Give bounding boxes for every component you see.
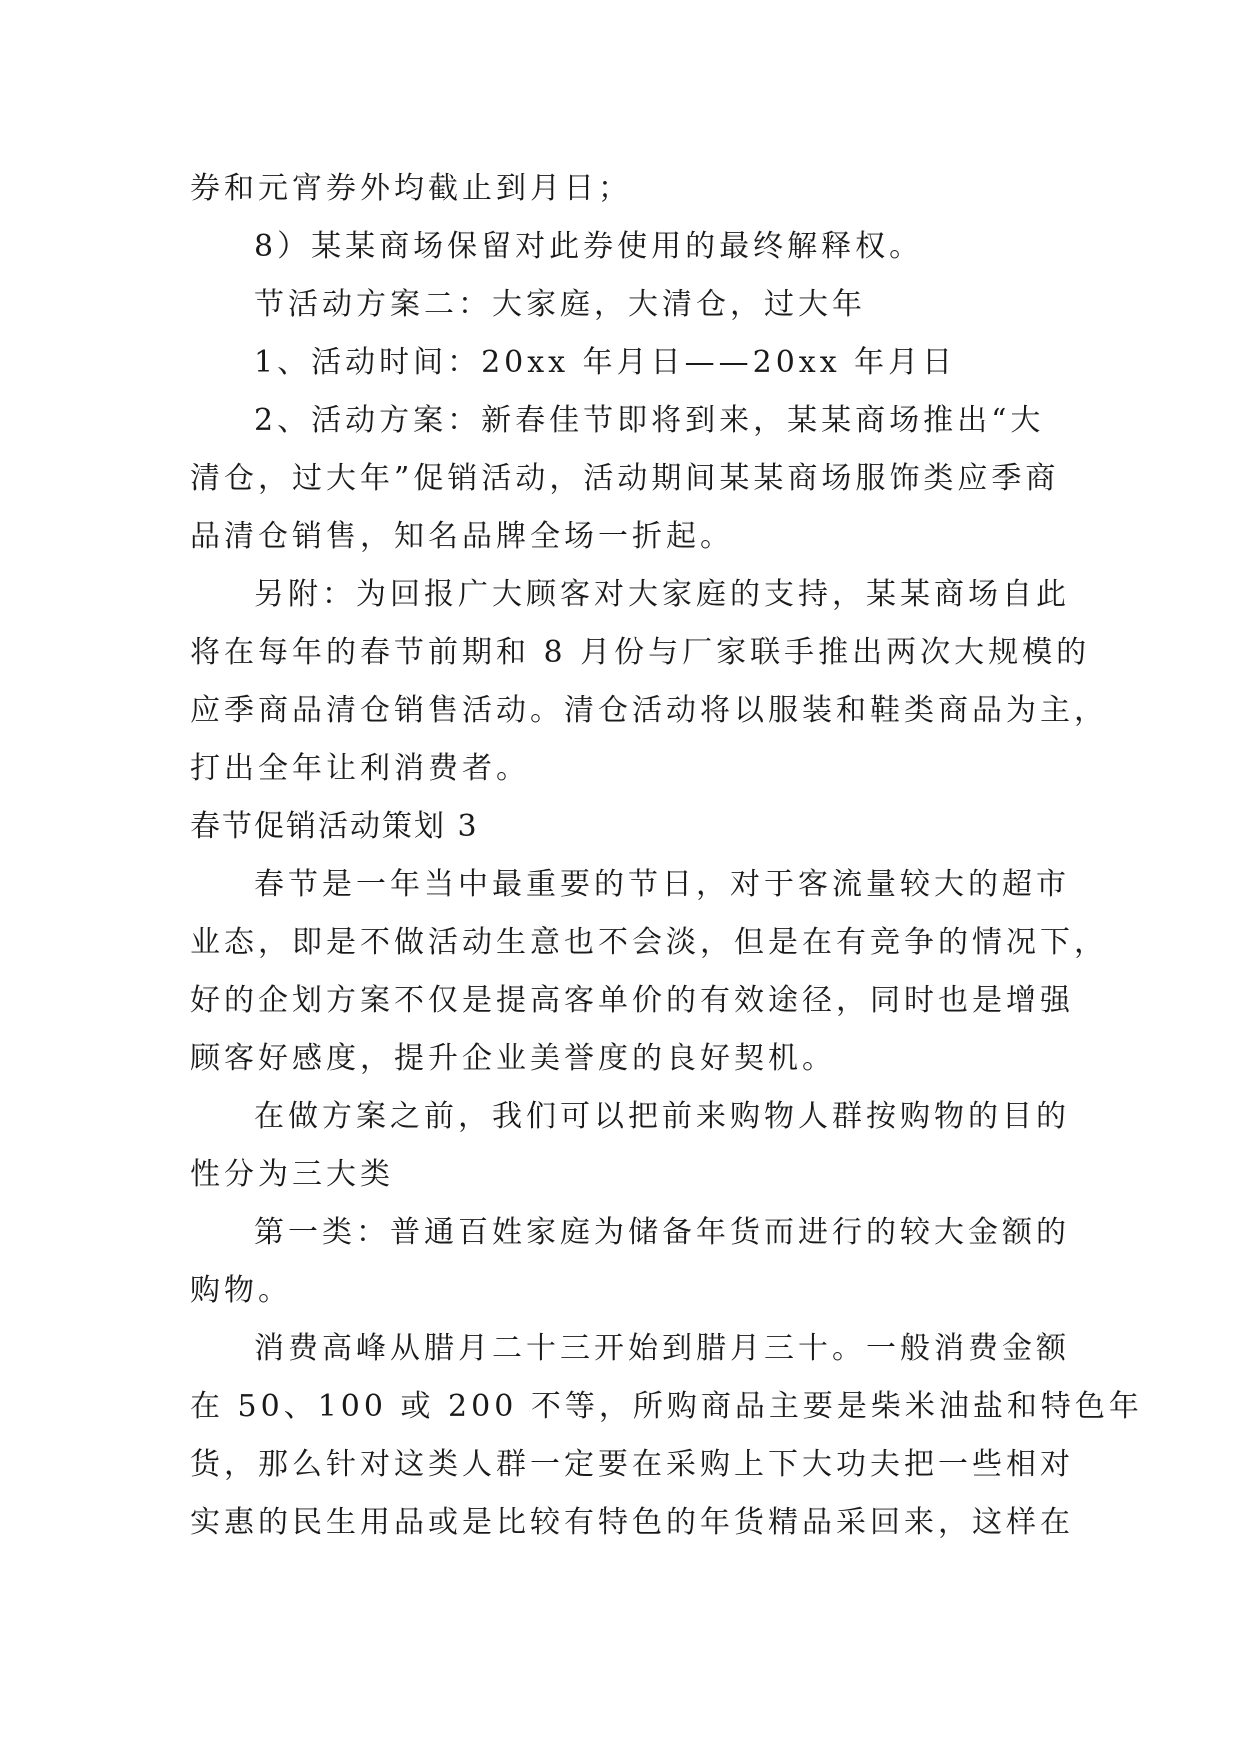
- text-line: 2、活动方案：新春佳节即将到来，某某商场推出“大: [254, 403, 1045, 438]
- text-line: 1、活动时间：20xx 年月日——20xx 年月日: [254, 345, 957, 380]
- document-body: [190, 160, 1143, 1552]
- text-line: 在 50、100 或 200 不等，所购商品主要是柴米油盐和特色年: [190, 1389, 1143, 1424]
- text-line: 打出全年让利消费者。: [190, 751, 530, 786]
- text-line: 第一类：普通百姓家庭为储备年货而进行的较大金额的: [254, 1215, 1070, 1250]
- text-line: 品清仓销售，知名品牌全场一折起。: [190, 519, 734, 554]
- text-line: 业态，即是不做活动生意也不会淡，但是在有竞争的情况下，: [190, 925, 1108, 960]
- text-line: 货，那么针对这类人群一定要在采购上下大功夫把一些相对: [190, 1447, 1074, 1482]
- text-line: 清仓，过大年”促销活动，活动期间某某商场服饰类应季商: [190, 461, 1060, 496]
- text-line: 实惠的民生用品或是比较有特色的年货精品采回来，这样在: [190, 1505, 1074, 1540]
- text-line: 性分为三大类: [190, 1157, 394, 1192]
- text-line: 购物。: [190, 1273, 292, 1308]
- text-line: 将在每年的春节前期和 8 月份与厂家联手推出两次大规模的: [190, 635, 1091, 670]
- text-line: 顾客好感度，提升企业美誉度的良好契机。: [190, 1041, 836, 1076]
- text-line: 好的企划方案不仅是提高客单价的有效途径，同时也是增强: [190, 983, 1074, 1018]
- text-line: 券和元宵券外均截止到月日；: [190, 171, 632, 206]
- text-line: 在做方案之前，我们可以把前来购物人群按购物的目的: [254, 1099, 1070, 1134]
- text-line: 节活动方案二：大家庭，大清仓，过大年: [254, 287, 866, 322]
- text-line: 另附：为回报广大顾客对大家庭的支持，某某商场自此: [254, 577, 1070, 612]
- section-heading: 春节促销活动策划 3: [190, 809, 479, 844]
- text-line: 8）某某商场保留对此券使用的最终解释权。: [254, 229, 924, 264]
- text-line: 消费高峰从腊月二十三开始到腊月三十。一般消费金额: [254, 1331, 1070, 1366]
- text-line: 春节是一年当中最重要的节日，对于客流量较大的超市: [254, 867, 1070, 902]
- text-line: 应季商品清仓销售活动。清仓活动将以服装和鞋类商品为主，: [190, 693, 1108, 728]
